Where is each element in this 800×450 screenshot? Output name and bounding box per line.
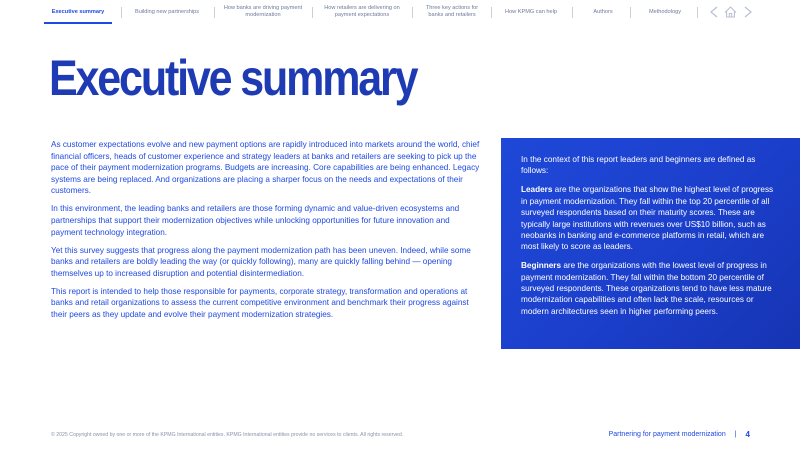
tab-label: Methodology — [648, 8, 682, 15]
body-text — [51, 139, 481, 327]
leaders-term: Leaders — [521, 185, 553, 195]
nav-divider — [572, 7, 573, 18]
tab-authors[interactable] — [578, 0, 628, 24]
nav-divider — [697, 7, 698, 18]
body-paragraph: In this environment, the leading banks and retailers are those forming dynamic and value-driven ecosystems and partnerships that support their modernization objectives while unlocking opportunities for future innovation and payment technology integration. — [51, 204, 460, 237]
tab-label: How KPMG can help — [505, 8, 557, 15]
tab-building-new-partnerships[interactable] — [126, 0, 208, 24]
tab-label: Three key actions for banks and retailers — [425, 5, 479, 18]
body-paragraph: As customer expectations evolve and new payment options are rapidly introduced into markets around the world, chief financial officers, heads of customer experience and strategy leaders at banks and retailers are seeking to pick up the pace of their payment modernization programs. Budgets are increasing. Core capabilities are being enhanced. Legacy systems are being replaced. And organizations are placing a sharper focus on the needs and expectations of their customers. — [51, 140, 480, 196]
leaders-description: are the organizations that show the highest level of progress in payment modernization. They fall within the top 20 percentile of all surveyed respondents based on their maturity scores. These are typically large institutions with revenues over US$10 billion, such as neobanks in banking and e-commerce platforms in retail, which are most likely to score as leaders. — [521, 185, 774, 252]
home-icon[interactable] — [723, 5, 737, 19]
beginners-description: are the organizations with the lowest level of progress in payment modernization. They fall within the bottom 20 percentile of surveyed respondents. These organizations tend to have less mature modernization capabilities and often lack the scale, resources or modern architectures seen in higher performing peers. — [521, 261, 772, 316]
page-title: Executive summary — [49, 50, 417, 106]
tab-how-kpmg-can-help[interactable] — [497, 0, 565, 24]
tab-three-key-actions[interactable] — [418, 0, 486, 24]
leaders-definition — [521, 184, 779, 252]
tab-label: How banks are driving payment modernization — [223, 5, 303, 18]
body-paragraph: This report is intended to help those responsible for payments, corporate strategy, transformation and operations at banks and retail organizations to assess the current competitive environment and benchmark their progress against their peers as they update and evolve their payment modernization strategies. — [51, 286, 469, 319]
nav-divider — [214, 7, 215, 18]
nav-divider — [412, 7, 413, 18]
nav-divider — [491, 7, 492, 18]
tab-label: Authors — [593, 8, 613, 15]
chevron-left-icon[interactable] — [707, 5, 721, 19]
footer-separator: | — [734, 431, 737, 438]
report-name: Partnering for payment modernization — [608, 431, 726, 438]
beginners-term: Beginners — [521, 261, 562, 271]
body-paragraph: Yet this survey suggests that progress along the payment modernization path has been uneven. Indeed, while some banks and retailers are boldly leading the way (or quickly following), many are quickly falling behind — opening themselves up to increased disruption and potential disintermediation. — [51, 245, 471, 278]
tab-label: How retailers are delivering on payment expectations — [324, 5, 400, 18]
definitions-intro: In the context of this report leaders and beginners are defined as follows: — [521, 155, 756, 176]
tab-how-banks-are-driving[interactable] — [220, 0, 306, 24]
tab-label: Executive summary — [51, 8, 105, 15]
chevron-right-icon[interactable] — [741, 5, 755, 19]
tab-how-retailers-are-delivering[interactable] — [318, 0, 406, 24]
beginners-definition — [521, 260, 779, 317]
tab-label: Building new partnerships — [134, 8, 200, 15]
nav-divider — [630, 7, 631, 18]
nav-divider — [121, 7, 122, 18]
definitions-box — [501, 138, 800, 349]
tab-executive-summary[interactable] — [44, 0, 112, 24]
copyright-notice: © 2025 Copyright owned by one or more of the KPMG International entities. KPMG International entities provide no services to clients. All rights reserved. — [51, 432, 404, 438]
nav-divider — [312, 7, 313, 18]
page-number: 4 — [745, 430, 750, 439]
top-navigation — [0, 0, 800, 26]
footer-report-info — [609, 430, 750, 439]
tab-methodology[interactable] — [636, 0, 694, 24]
